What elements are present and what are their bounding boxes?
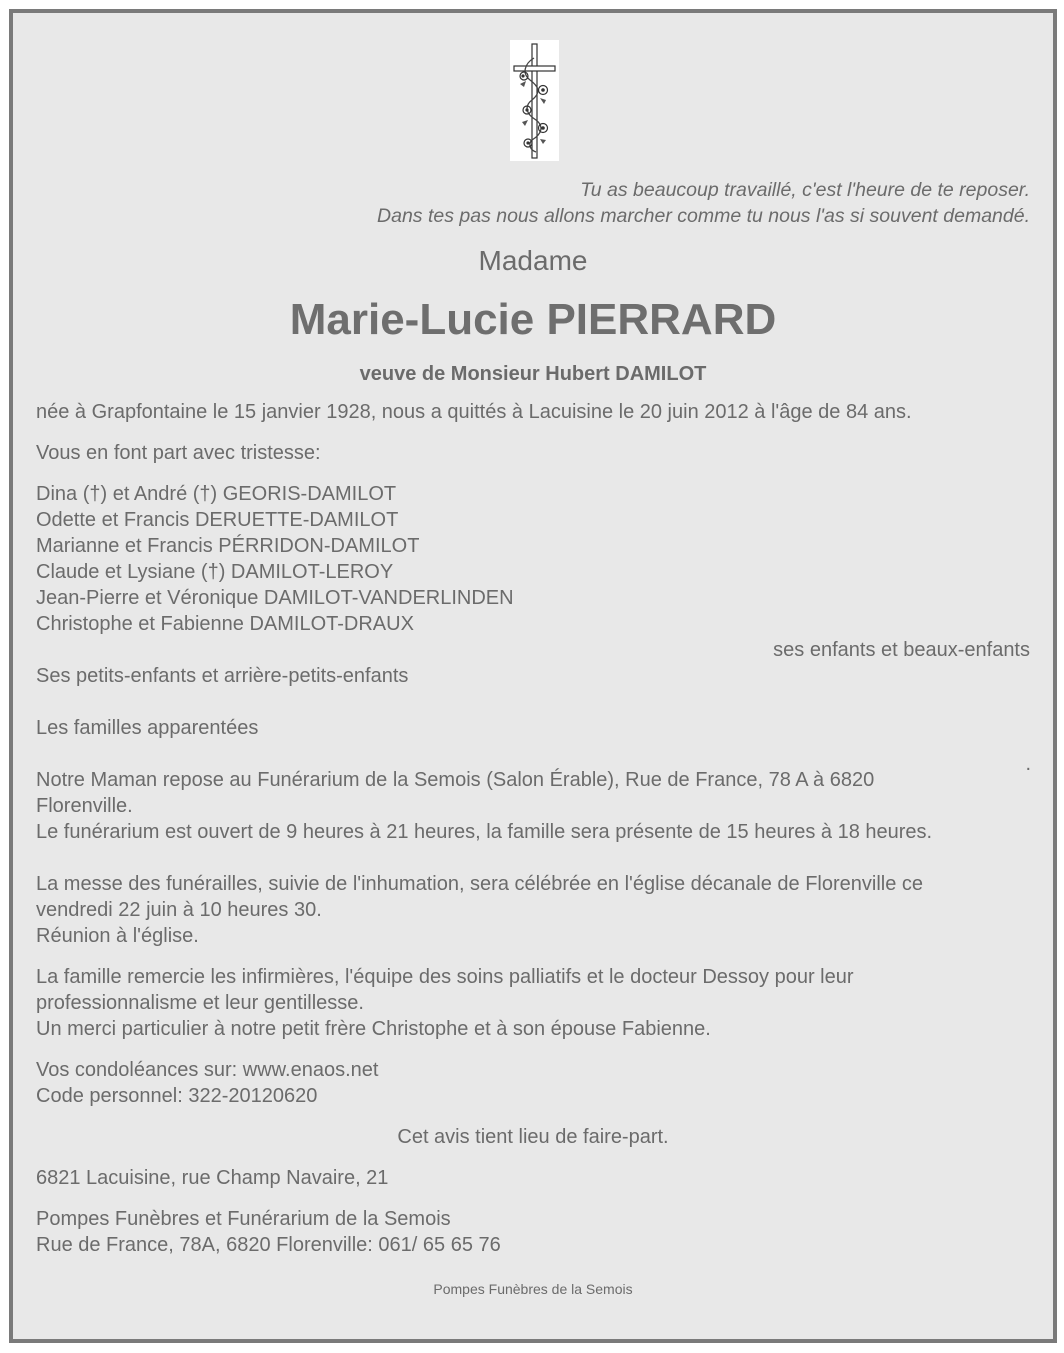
personal-code: Code personnel: 322-20120620 (36, 1085, 318, 1107)
birth-death-text: née à Grapfontaine le 15 janvier 1928, nous a quittés à Lacuisine le 20 juin 2012 à l'âge de 84 ans. (36, 401, 912, 423)
paragraph-line: Florenville. (36, 795, 133, 817)
quote-line: Dans tes pas nous allons marcher comme tu nous l'as si souvent demandé. (377, 205, 1030, 227)
paragraph-line: Réunion à l'église. (36, 925, 199, 947)
announce-intro: Vous en font part avec tristesse: (36, 442, 321, 464)
notice-line: Cet avis tient lieu de faire-part. (397, 1126, 669, 1148)
quote-line: Tu as beaucoup travaillé, c'est l'heure de te reposer. (580, 179, 1030, 201)
widow-line: veuve de Monsieur Hubert DAMILOT (359, 363, 707, 385)
paragraph-line: vendredi 22 juin à 10 heures 30. (36, 899, 322, 921)
grandchildren-line: Ses petits-enfants et arrière-petits-enfants (36, 665, 409, 687)
paragraph-line: La famille remercie les infirmières, l'équipe des soins palliatifs et le docteur Dessoy pour leur (36, 966, 854, 988)
condolences-block (36, 1057, 1036, 1109)
paragraph-line: La messe des funérailles, suivie de l'inhumation, sera célébrée en l'église décanale de Florenville ce (36, 873, 924, 895)
rest-info (36, 767, 1036, 845)
children-caption: ses enfants et beaux-enfants (773, 639, 1030, 661)
list-item: Dina (†) et André (†) GEORIS-DAMILOT (36, 483, 397, 505)
families-line: Les familles apparentées (36, 717, 259, 739)
list-item: Christophe et Fabienne DAMILOT-DRAUX (36, 613, 414, 635)
paragraph-line: Un merci particulier à notre petit frère Christophe et à son épouse Fabienne. (36, 1018, 711, 1040)
paragraph-line: professionnalisme et leur gentillesse. (36, 992, 364, 1014)
paragraph-line: Le funérarium est ouvert de 9 heures à 21 heures, la famille sera présente de 15 heures à 18 heures. (36, 821, 933, 843)
funeral-home-block (36, 1206, 1036, 1258)
thanks-paragraph (36, 964, 1036, 1042)
list-item: Jean-Pierre et Véronique DAMILOT-VANDERLINDEN (36, 587, 514, 609)
funeral-home-name: Pompes Funèbres et Funérarium de la Semois (36, 1208, 451, 1230)
separator-dot: . (1025, 753, 1031, 775)
quote-block (377, 177, 1030, 229)
mass-info (36, 871, 1036, 949)
condolences-link[interactable]: Vos condoléances sur: www.enaos.net (36, 1059, 379, 1081)
list-item: Odette et Francis DERUETTE-DAMILOT (36, 509, 399, 531)
funeral-home-address: Rue de France, 78A, 6820 Florenville: 061/ 65 65 76 (36, 1234, 501, 1256)
paragraph-line: Notre Maman repose au Funérarium de la Semois (Salon Érable), Rue de France, 78 A à 6820 (36, 769, 875, 791)
cross-with-roses-icon (510, 40, 559, 161)
list-item: Claude et Lysiane (†) DAMILOT-LEROY (36, 561, 394, 583)
footer-credit: Pompes Funèbres de la Semois (433, 1281, 633, 1297)
family-address: 6821 Lacuisine, rue Champ Navaire, 21 (36, 1167, 389, 1189)
children-list (36, 481, 1036, 637)
deceased-name: Marie-Lucie PIERRARD (289, 295, 777, 344)
honorific: Madame (478, 245, 588, 276)
obituary-frame (9, 9, 1057, 1343)
list-item: Marianne et Francis PÉRRIDON-DAMILOT (36, 535, 420, 557)
